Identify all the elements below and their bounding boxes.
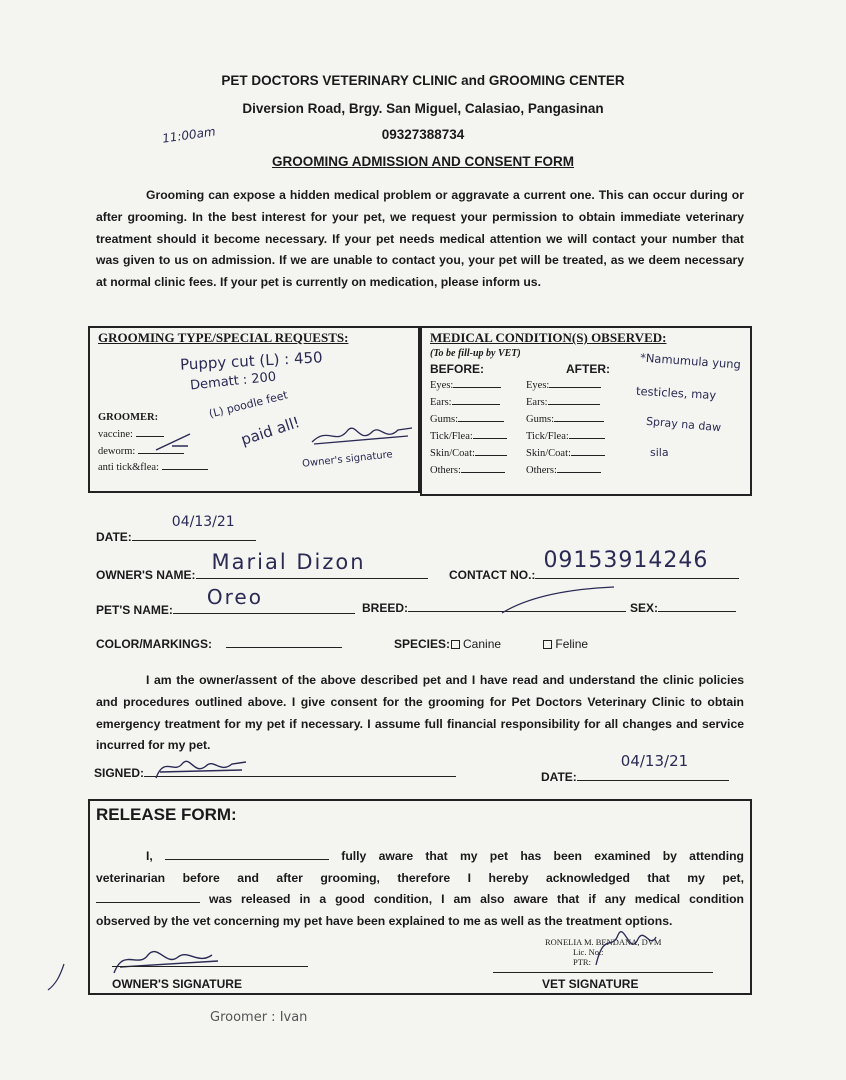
release-box	[88, 799, 752, 995]
signed-date-field: DATE: 04/13/21	[541, 768, 729, 784]
medical-title: MEDICAL CONDITION(S) OBSERVED:	[430, 330, 667, 345]
vet-note-2: testicles, may	[635, 383, 717, 403]
medical-row: Tick/Flea: Tick/Flea:	[430, 431, 630, 448]
vet-note-3: Spray na daw	[645, 414, 722, 435]
feline-label: Feline	[555, 637, 589, 651]
vet-signature-label: VET SIGNATURE	[542, 977, 639, 991]
canine-label: Canine	[463, 637, 502, 651]
antitick-label: anti tick&flea:	[98, 462, 208, 473]
signed-field: SIGNED:	[94, 766, 456, 780]
medical-row: Gums: Gums:	[430, 414, 630, 431]
vet-note-1: *Namumula yung	[639, 350, 742, 372]
vet-license: Lic. No.:	[573, 947, 604, 957]
margin-note: 11:00am	[161, 124, 217, 146]
medical-row: Ears: Ears:	[430, 397, 630, 414]
date-value: 04/13/21	[171, 514, 235, 530]
owner-signature	[150, 752, 250, 782]
breed-pen-stroke	[498, 585, 618, 615]
owner-signature-label: OWNER'S SIGNATURE	[112, 977, 242, 991]
vet-name: RONELIA M. BENDANA, DVM	[545, 937, 662, 947]
margin-pen-mark	[44, 962, 68, 992]
paid-note: paid all!	[238, 413, 303, 449]
medical-row: Skin/Coat: Skin/Coat:	[430, 448, 630, 465]
sex-field: SEX:	[630, 601, 736, 615]
vet-signature	[590, 921, 660, 971]
grooming-box	[88, 326, 420, 493]
owner-release-signature	[108, 941, 228, 977]
release-title: RELEASE FORM:	[96, 805, 237, 824]
groomer-note: Groomer : Ivan	[210, 1010, 308, 1025]
groom-request-3: (L) poodle feet	[207, 388, 290, 421]
pet-name-field: PET'S NAME: Oreo	[96, 601, 355, 617]
contact-value: 09153914246	[543, 548, 709, 573]
vet-ptr: PTR:	[573, 957, 591, 967]
owner-name-field: OWNER'S NAME: Marial Dizon	[96, 566, 428, 582]
signed-date-value: 04/13/21	[620, 752, 689, 770]
vaccine-label: vaccine:	[98, 429, 164, 440]
breed-field: BREED:	[362, 601, 626, 615]
checkmark-icon	[154, 428, 194, 456]
medical-row: Eyes: Eyes:	[430, 380, 630, 397]
vet-note-4: sila	[650, 446, 669, 459]
medical-row: Others: Others:	[430, 465, 630, 482]
before-label: BEFORE:	[430, 362, 484, 376]
clinic-address: Diversion Road, Brgy. San Miguel, Calasiao, Pangasinan	[242, 101, 604, 116]
clinic-phone: 09327388734	[381, 127, 465, 142]
date-field: DATE: 04/13/21	[96, 528, 256, 544]
owner-sig-line	[112, 966, 308, 967]
owner-name-value: Marial Dizon	[211, 550, 366, 574]
owner-signature-small	[308, 420, 418, 448]
signature-caption: Owner's signature	[301, 449, 394, 470]
groom-request-2: Dematt : 200	[189, 369, 277, 394]
medical-box	[420, 326, 752, 496]
form-title: GROOMING ADMISSION AND CONSENT FORM	[272, 154, 574, 169]
groom-request-1: Puppy cut (L) : 450	[179, 348, 324, 374]
color-field: COLOR/MARKINGS:	[96, 637, 342, 651]
pet-name-value: Oreo	[206, 585, 263, 609]
grooming-title: GROOMING TYPE/SPECIAL REQUESTS:	[98, 330, 349, 345]
feline-checkbox[interactable]	[543, 640, 552, 649]
medical-subtitle: (To be fill-up by VET)	[430, 348, 521, 359]
after-label: AFTER:	[566, 362, 610, 376]
canine-checkbox[interactable]	[451, 640, 460, 649]
intro-paragraph: Grooming can expose a hidden medical problem or aggravate a current one. This can occur during or after grooming. In the best interest for your pet, we request your permission to obtain immediate veterinary treatment should it become necessary. If your pet needs medical attention we will contact your number that was given to us on admission. If we are unable to contact you, your pet will be treated, as we deem necessary at normal clinic fees. If your pet is currently on medication, please inform us.	[96, 188, 744, 290]
medical-rows	[430, 380, 630, 482]
vet-sig-line	[493, 972, 713, 973]
clinic-name: PET DOCTORS VETERINARY CLINIC and GROOMING CENTER	[221, 73, 625, 88]
consent-paragraph: I am the owner/assent of the above described pet and I have read and understand the clinic policies and procedures outlined above. I give consent for the grooming for Pet Doctors Veterinary Clinic to obtain emergency treatment for my pet if necessary. I assume full financial responsibility for all changes and service incurred for my pet.	[96, 673, 744, 753]
species-field: SPECIES: Canine Feline	[394, 637, 589, 651]
deworm-label: deworm:	[98, 446, 184, 457]
release-text: I, fully aware that my pet has been examined by attending veterinarian before and after grooming, therefore I hereby acknowledged that my pet, was released in a good condition, I am also aware that if any medical condition observed by the vet concerning my pet have been explained to me as well as the treatment options.	[96, 849, 745, 928]
contact-field: CONTACT NO.: 09153914246	[449, 566, 739, 582]
groomer-label: GROOMER:	[98, 412, 159, 423]
